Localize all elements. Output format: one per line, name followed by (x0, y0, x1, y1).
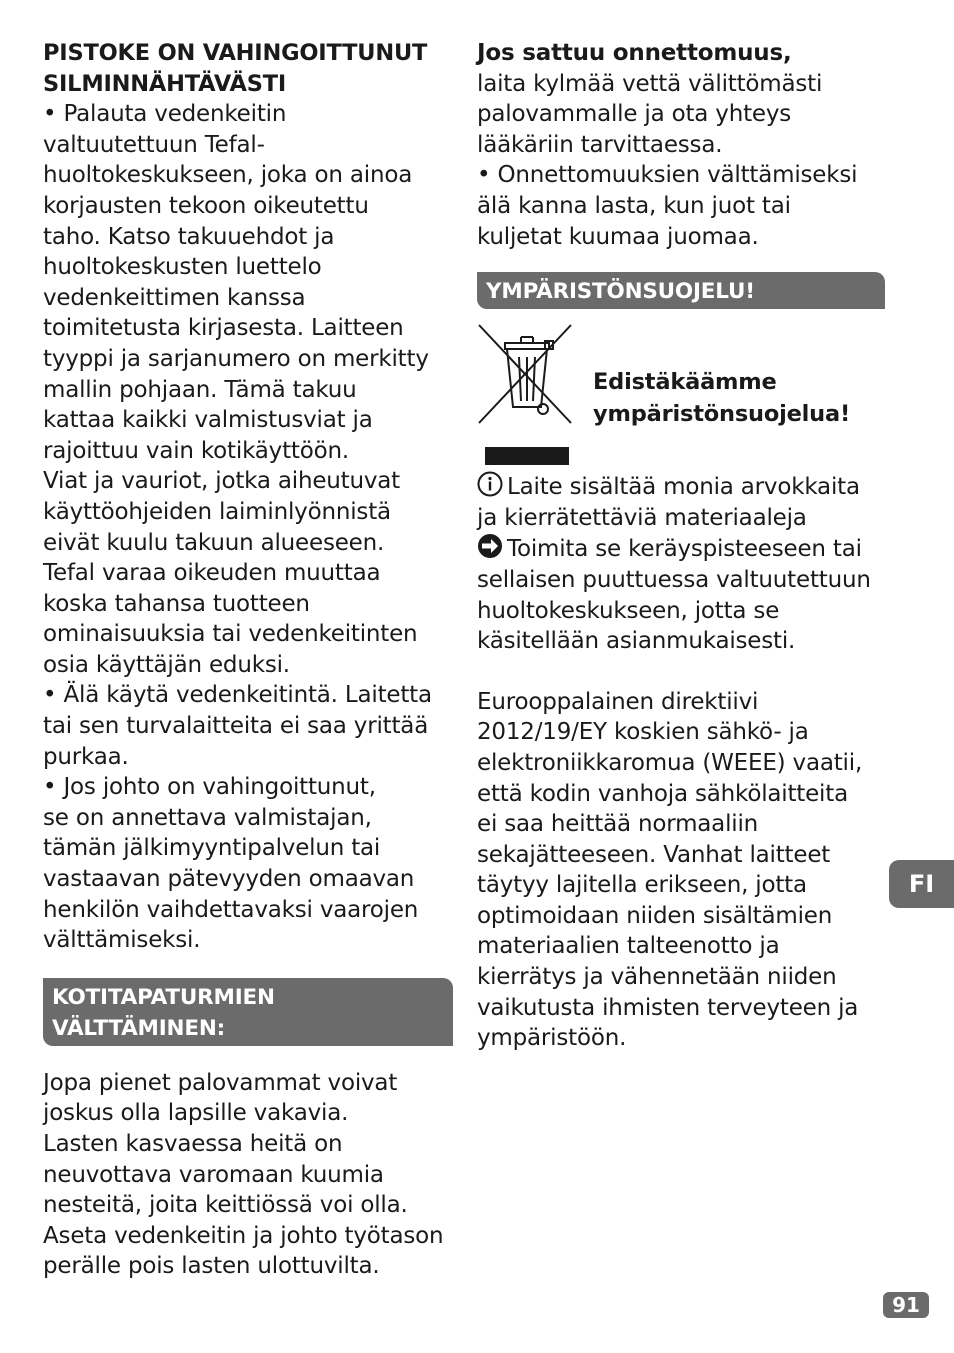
text-line: kuljetat kuumaa juomaa. (477, 223, 759, 250)
text-line: ei saa heittää normaaliin (477, 811, 759, 838)
text-line: osia käyttäjän eduksi. (43, 651, 290, 678)
text-line: tämän jälkimyyntipalvelun tai (43, 835, 381, 862)
text-line: materiaalien talteenotto ja (477, 933, 780, 960)
right-column (477, 38, 887, 1054)
child-safety-paragraph (43, 1068, 453, 1282)
slogan-line: ympäristönsuojelua! (593, 401, 851, 428)
text-line: kierrätys ja vähennetään niiden (477, 964, 837, 991)
arrow-right-circle-icon (477, 533, 503, 559)
text-line: Aseta vedenkeitin ja johto työtason (43, 1222, 444, 1249)
text-line: käsitellään asianmukaisesti. (477, 628, 796, 655)
info-text: Laite sisältää monia arvokkaita (507, 474, 860, 501)
section-band-accidents (43, 978, 453, 1046)
accident-paragraph (477, 69, 887, 253)
weee-directive-paragraph (477, 687, 887, 1054)
section-band-environment: YMPÄRISTÖNSUOJELU! (477, 272, 885, 309)
text-line: • Jos johto on vahingoittunut, (43, 774, 376, 801)
text-line: lääkäriin tarvittaessa. (477, 131, 723, 158)
text-line: käyttöohjeiden laiminlyönnistä (43, 498, 391, 525)
language-tab: FI (889, 860, 954, 908)
text-line: palovammalle ja ota yhteys (477, 101, 792, 128)
text-line: • Onnettomuuksien välttämiseksi (477, 162, 858, 189)
accident-heading: Jos sattuu onnettomuus, (477, 40, 792, 66)
text-line: • Älä käytä vedenkeitintä. Laitetta (43, 682, 432, 709)
text-line: valtuutettuun Tefal- (43, 131, 265, 158)
text-line: elektroniikkaromua (WEEE) vaatii, (477, 749, 863, 776)
text-line: huoltokeskukseen, joka on ainoa (43, 162, 413, 189)
page-number: 91 (883, 1292, 929, 1318)
text-line: rajoittuu vain kotikäyttöön. (43, 437, 349, 464)
heading-line: SILMINNÄHTÄVÄSTI (43, 70, 287, 97)
info-line (477, 471, 887, 503)
text-line: tai sen turvalaitteita ei saa yrittää (43, 713, 429, 740)
band-line: VÄLTTÄMINEN: (52, 1015, 226, 1041)
text-line: huoltokeskusten luettelo (43, 254, 322, 281)
text-line: henkilön vaihdettavaksi vaarojen (43, 896, 419, 923)
text-line: Tefal varaa oikeuden muuttaa (43, 560, 381, 587)
eco-slogan (593, 366, 850, 430)
text-line: korjausten tekoon oikeutettu (43, 192, 369, 219)
text-line: vaikutusta ihmisten terveyteen ja (477, 994, 859, 1021)
text-line: se on annettava valmistajan, (43, 804, 372, 831)
crossed-bin-icon (477, 323, 573, 469)
text-line: tyyppi ja sarjanumero on merkitty (43, 345, 429, 372)
text-line: sekajätteeseen. Vanhat laitteet (477, 841, 831, 868)
damaged-plug-heading (43, 38, 453, 99)
weee-block (477, 309, 887, 471)
heading-line: PISTOKE ON VAHINGOITTUNUT (43, 40, 428, 66)
text-line: 2012/19/EY koskien sähkö- ja (477, 719, 809, 746)
slogan-line: Edistäkäämme (593, 369, 777, 396)
text-line: mallin pohjaan. Tämä takuu (43, 376, 357, 403)
text-line: älä kanna lasta, kun juot tai (477, 192, 791, 219)
text-line: sellaisen puuttuessa valtuutettuun (477, 566, 871, 593)
text-line: välttämiseksi. (43, 927, 201, 954)
text-line: eivät kuulu takuun alueeseen. (43, 529, 385, 556)
text-line (477, 533, 887, 565)
left-column (43, 38, 453, 1282)
text-line: Lasten kasvaessa heitä on (43, 1131, 343, 1157)
band-line: KOTITAPATURMIEN (52, 984, 275, 1010)
text-line: Eurooppalainen direktiivi (477, 688, 759, 715)
text-line: purkaa. (43, 743, 129, 770)
text-line: toimitetusta kirjasesta. Laitteen (43, 315, 404, 342)
text-line: Viat ja vauriot, jotka aiheutuvat (43, 468, 400, 495)
info-line: ja kierrätettäviä materiaaleja (477, 504, 807, 531)
text-line: nesteitä, joita keittiössä voi olla. (43, 1192, 408, 1219)
text-line: täytyy lajitella erikseen, jotta (477, 872, 807, 899)
info-circle-icon (477, 471, 503, 497)
text-line: vastaavan pätevyyden omaavan (43, 866, 415, 893)
text-line: että kodin vanhoja sähkölaitteita (477, 780, 848, 807)
text-line: Jopa pienet palovammat voivat (43, 1069, 398, 1096)
text-line-content: Toimita se keräyspisteeseen tai (507, 536, 862, 563)
text-line: koska tahansa tuotteen (43, 590, 310, 617)
text-line: ominaisuuksia tai vedenkeitinten (43, 621, 418, 648)
text-line: optimoidaan niiden sisältämien (477, 902, 833, 929)
text-line: joskus olla lapsille vakavia. (43, 1100, 349, 1127)
text-line: kattaa kaikki valmistusviat ja (43, 407, 373, 434)
text-line: vedenkeittimen kanssa (43, 284, 306, 311)
warranty-paragraph (43, 99, 453, 956)
text-line: ympäristöön. (477, 1025, 627, 1052)
text-line: neuvottava varomaan kuumia (43, 1161, 384, 1188)
info-paragraph (477, 471, 887, 533)
text-line: huoltokeskukseen, jotta se (477, 597, 780, 624)
text-line: perälle pois lasten ulottuvilta. (43, 1253, 380, 1280)
text-line: laita kylmää vettä välittömästi (477, 70, 823, 97)
recycle-paragraph (477, 533, 887, 656)
text-line: • Palauta vedenkeitin (43, 101, 287, 128)
text-line: taho. Katso takuuehdot ja (43, 223, 335, 250)
